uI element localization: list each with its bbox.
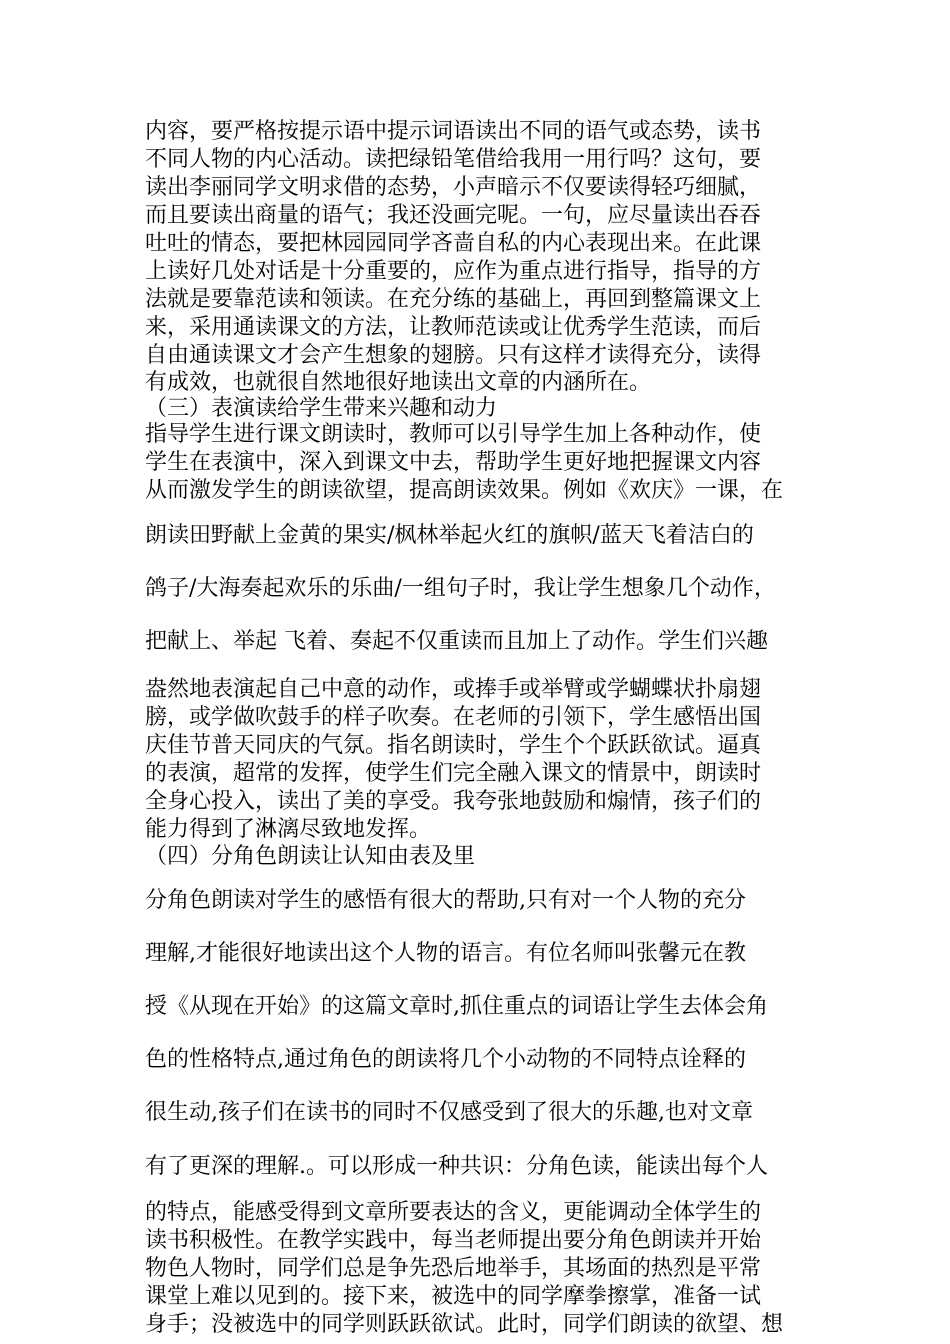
section-heading: （三）表演读给学生带来兴趣和动力 — [145, 396, 498, 421]
text-line: 学生在表演中，深入到课文中去，帮助学生更好地把握课文内容 — [145, 450, 762, 475]
text-line: 的特点，能感受得到文章所要表达的含义，更能调动全体学生的 — [145, 1200, 762, 1225]
text-line: 课堂上难以见到的。接下来，被选中的同学摩拳擦掌，准备一试 — [145, 1284, 762, 1309]
text-line: 盎然地表演起自己中意的动作，或捧手或举臂或学蝴蝶状扑扇翅 — [145, 677, 762, 702]
text-line: 读出李丽同学文明求借的态势，小声暗示不仅要读得轻巧细腻， — [145, 175, 762, 200]
text-line: 从而激发学生的朗读欲望，提高朗读效果。例如《欢庆》一课，在 — [145, 478, 784, 503]
section-heading: （四）分角色朗读让认知由表及里 — [145, 844, 476, 869]
text-line: 来，采用通读课文的方法，让教师范读或让优秀学生范读，而后 — [145, 315, 762, 340]
text-line: 色的性格特点,通过角色的朗读将几个小动物的不同特点诠释的 — [145, 1047, 746, 1072]
text-line: 有了更深的理解.。可以形成一种共识：分角色读，能读出每个人 — [145, 1154, 768, 1179]
text-line: 鸽子/大海奏起欢乐的乐曲/一组句子时，我让学生想象几个动作， — [145, 576, 776, 601]
text-line: 很生动,孩子们在读书的同时不仅感受到了很大的乐趣,也对文章 — [145, 1100, 753, 1125]
text-line: 能力得到了淋漓尽致地发挥。 — [145, 817, 432, 842]
text-line: 全身心投入，读出了美的享受。我夸张地鼓励和煽情，孩子们的 — [145, 789, 762, 814]
text-line: 指导学生进行课文朗读时，教师可以引导学生加上各种动作，使 — [145, 422, 762, 447]
text-line: 内容，要严格按提示语中提示词语读出不同的语气或态势，读书 — [145, 119, 762, 144]
text-line: 法就是要靠范读和领读。在充分练的基础上，再回到整篇课文上 — [145, 287, 762, 312]
text-line: 不同人物的内心活动。读把绿铅笔借给我用一用行吗？这句，要 — [145, 147, 762, 172]
text-line: 膀，或学做吹鼓手的样子吹奏。在老师的引领下，学生感悟出国 — [145, 705, 762, 730]
text-line: 自由通读课文才会产生想象的翅膀。只有这样才读得充分，读得 — [145, 343, 762, 368]
text-line: 的表演，超常的发挥，使学生们完全融入课文的情景中，朗读时 — [145, 761, 762, 786]
text-line: 有成效，也就很自然地很好地读出文章的内涵所在。 — [145, 370, 652, 395]
text-line: 授《从现在开始》的这篇文章时,抓住重点的词语让学生去体会角 — [145, 994, 768, 1019]
text-line: 分角色朗读对学生的感悟有很大的帮助,只有对一个人物的充分 — [145, 888, 746, 913]
text-line: 朗读田野献上金黄的果实/枫林举起火红的旗帜/蓝天飞着洁白的 — [145, 523, 754, 548]
text-line: 物色人物时，同学们总是争先恐后地举手，其场面的热烈是平常 — [145, 1256, 762, 1281]
text-line: 理解,才能很好地读出这个人物的语言。有位名师叫张馨元在教 — [145, 941, 746, 966]
text-line: 而且要读出商量的语气；我还没画完呢。一句，应尽量读出吞吞 — [145, 203, 762, 228]
text-line: 吐吐的情态，要把林园园同学吝啬自私的内心表现出来。在此课 — [145, 231, 762, 256]
text-line: 把献上、举起 飞着、奏起不仅重读而且加上了动作。学生们兴趣 — [145, 629, 768, 654]
text-line: 上读好几处对话是十分重要的，应作为重点进行指导，指导的方 — [145, 259, 762, 284]
text-line: 身手；没被选中的同学则跃跃欲试。此时，同学们朗读的欲望、想 — [145, 1312, 784, 1337]
text-line: 读书积极性。在教学实践中，每当老师提出要分角色朗读并开始 — [145, 1228, 762, 1253]
text-line: 庆佳节普天同庆的气氛。指名朗读时，学生个个跃跃欲试。逼真 — [145, 733, 762, 758]
